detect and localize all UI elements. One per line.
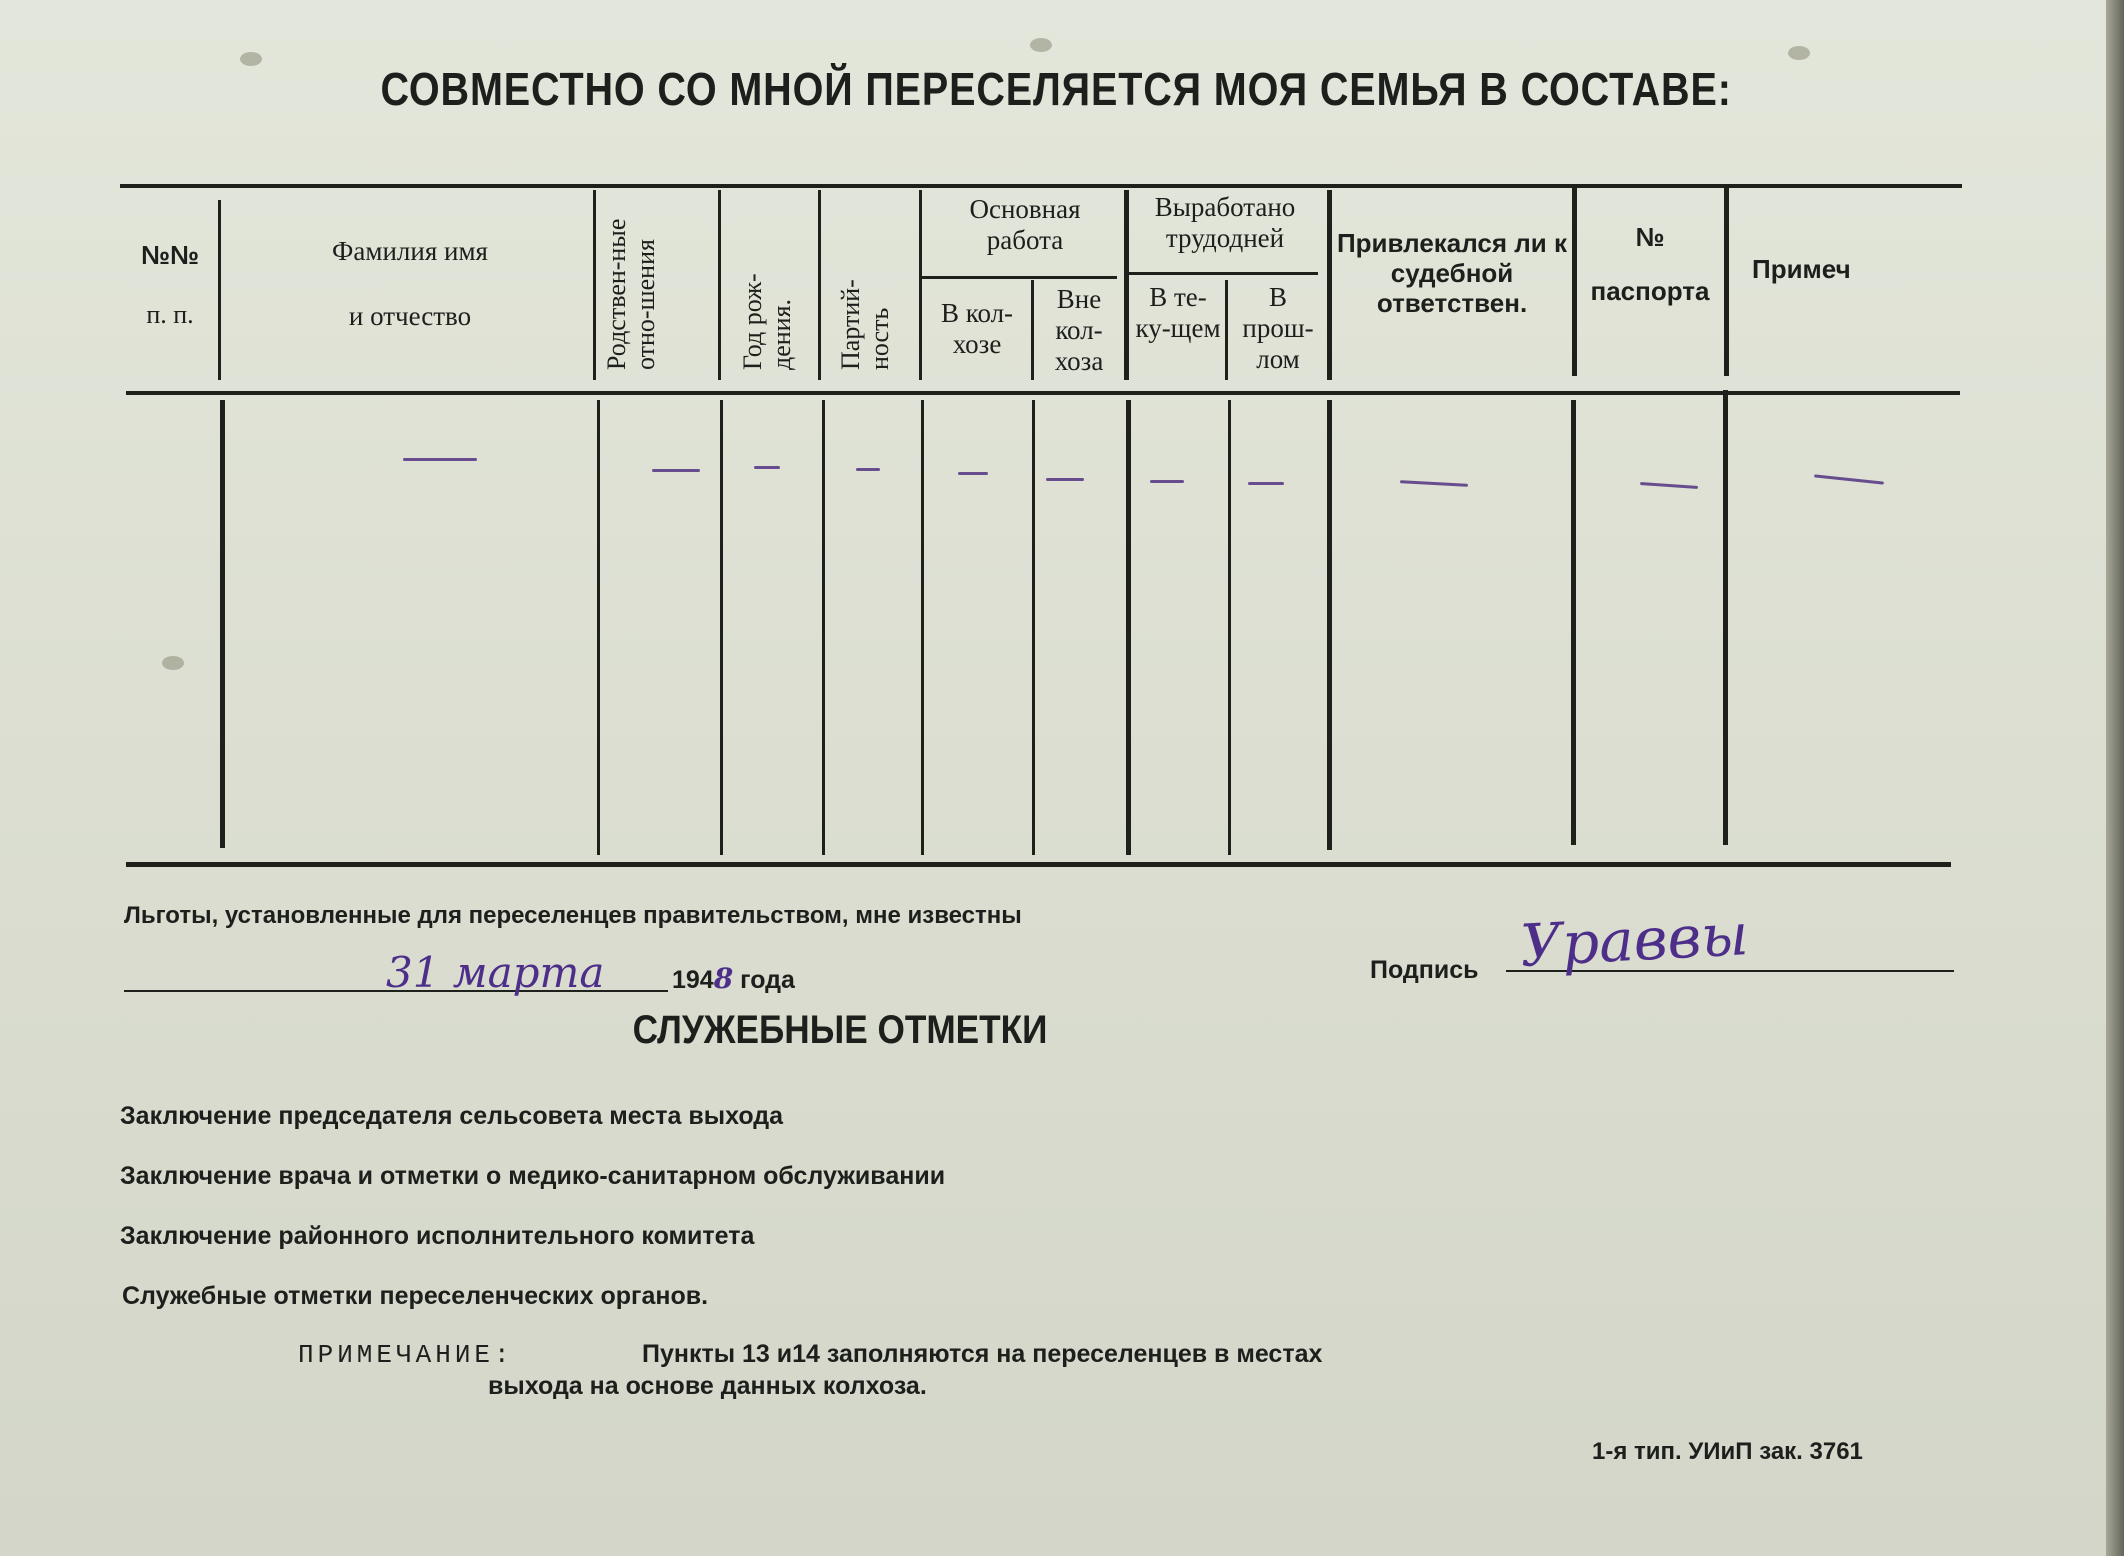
empty-entry-dash: [652, 469, 700, 472]
header-past-year: В прош-лом: [1242, 282, 1314, 374]
empty-entry-dash: [1046, 478, 1084, 481]
empty-entry-dash: [1150, 480, 1184, 483]
header-party: Партий-ность: [836, 279, 894, 370]
signature-label: Подпись: [1370, 956, 1479, 984]
header-number: №№ п. п.: [141, 240, 199, 329]
empty-entry-dash: [856, 468, 880, 471]
punch-hole-mark: [162, 656, 184, 670]
header-current-year: В те-ку-щем: [1135, 282, 1221, 343]
note-line-2: выхода на основе данных колхоза.: [488, 1372, 927, 1400]
header-court: Привлекался ли к судебной ответствен.: [1336, 228, 1568, 318]
year-printed: 1948 года: [672, 962, 795, 995]
handwritten-signature: Ураввы: [1518, 900, 1750, 980]
punch-hole-mark: [1788, 46, 1810, 60]
empty-entry-dash: [754, 466, 780, 469]
header-workdays: Выработано трудодней: [1154, 192, 1296, 253]
official-mark-line: Заключение районного исполнительного комитета: [120, 1222, 755, 1250]
header-relationship: Родствен-ные отно-шения: [602, 218, 660, 370]
section-title: СЛУЖЕБНЫЕ ОТМЕТКИ: [632, 1008, 1048, 1052]
official-mark-line: Служебные отметки переселенческих органов.: [122, 1282, 709, 1310]
empty-entry-dash: [1248, 482, 1284, 485]
header-full-name: Фамилия имя и отчество: [332, 236, 488, 331]
header-in-kolkhoz: В кол-хозе: [940, 298, 1014, 359]
header-passport: № паспорта: [1590, 222, 1710, 306]
handwritten-date: 31 марта: [386, 948, 605, 997]
page-edge: [2106, 0, 2124, 1556]
page-title: СОВМЕСТНО СО МНОЙ ПЕРЕСЕЛЯЕТСЯ МОЯ СЕМЬЯ В СОСТАВЕ:: [380, 63, 1732, 115]
official-mark-line: Заключение председателя сельсовета места выхода: [120, 1102, 784, 1130]
official-mark-line: Заключение врача и отметки о медико-санитарном обслуживании: [120, 1162, 946, 1190]
header-main-work: Основная работа: [969, 194, 1081, 255]
empty-entry-dash: [403, 458, 477, 461]
benefits-statement: Льготы, установленные для переселенцев правительством, мне известны: [124, 902, 1022, 929]
header-outside-kolkhoz: Вне кол-хоза: [1054, 284, 1104, 376]
punch-hole-mark: [1030, 38, 1052, 52]
header-note: Примеч: [1752, 254, 1851, 284]
note-line-1: Пункты 13 и14 заполняются на переселенцев в местах: [642, 1340, 1323, 1368]
printer-imprint: 1-я тип. УИиП зак. 3761: [1592, 1438, 1863, 1465]
empty-entry-dash: [958, 472, 988, 475]
header-birth-year: Год рож-дения.: [738, 273, 796, 370]
note-label: ПРИМЕЧАНИЕ:: [298, 1340, 514, 1370]
